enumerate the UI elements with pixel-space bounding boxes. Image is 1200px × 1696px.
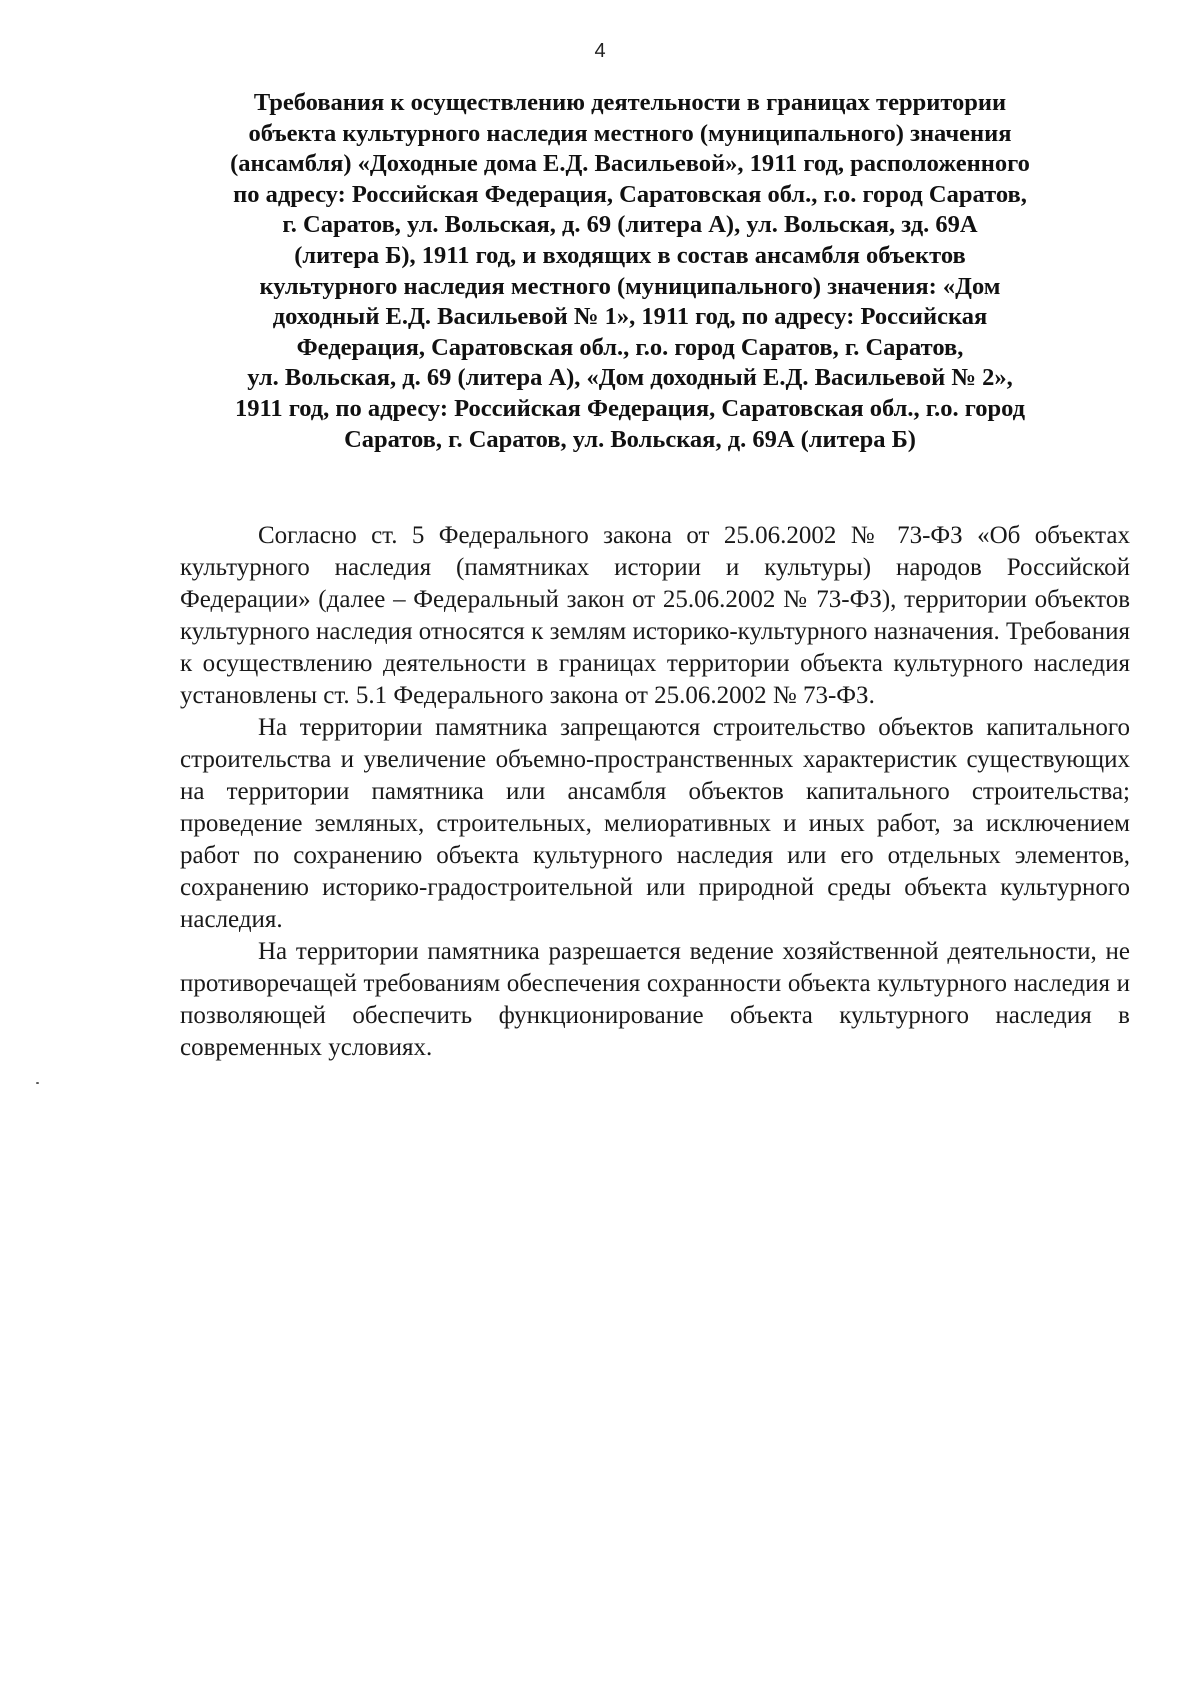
heading-line: ул. Вольская, д. 69 (литера А), «Дом доходный Е.Д. Васильевой № 2», xyxy=(247,364,1013,392)
page-number: 4 xyxy=(594,40,606,62)
heading-line: по адресу: Российская Федерация, Саратовская обл., г.о. город Саратов, xyxy=(233,180,1027,208)
heading-line: культурного наследия местного (муниципального) значения: «Дом xyxy=(259,272,1001,300)
heading-line: 1911 год, по адресу: Российская Федерация, Саратовская обл., г.о. город xyxy=(234,394,1026,422)
heading-line: (литера Б), 1911 год, и входящих в состав ансамбля объектов xyxy=(294,241,966,269)
body-paragraph: На территории памятника разрешается ведение хозяйственной деятельности, не противоречащей требованиям обеспечения сохранности объекта культурного наследия и позволяющей обеспечить функционирование объекта культурного наследия в современных условиях. xyxy=(180,938,1130,1061)
heading-line: доходный Е.Д. Васильевой № 1», 1911 год, по адресу: Российская xyxy=(272,303,988,331)
heading-line: г. Саратов, ул. Вольская, д. 69 (литера А), ул. Вольская, зд. 69А xyxy=(282,211,978,239)
heading-line: Требования к осуществлению деятельности в границах территории xyxy=(253,89,1007,116)
body-paragraph: Согласно ст. 5 Федерального закона от 25.06.2002 № 73-ФЗ «Об объектах культурного наследия (памятниках истории и культуры) народов Российской Федерации» (далее – Федеральный закон от 25.06.2002 № 73-ФЗ), территории объектов культурного наследия относятся к землям историко-культурного назначения. Требования к осуществлению деятельности в границах территории объекта культурного наследия установлены ст. 5.1 Федерального закона от 25.06.2002 № 73-ФЗ. xyxy=(180,522,1130,709)
document-body xyxy=(180,520,1130,1064)
document-heading xyxy=(190,88,1070,455)
heading-line: Федерация, Саратовская обл., г.о. город Саратов, г. Саратов, xyxy=(296,333,964,361)
scan-speck xyxy=(36,1082,39,1084)
heading-line: объекта культурного наследия местного (муниципального) значения xyxy=(248,119,1012,147)
body-paragraph: На территории памятника запрещаются строительство объектов капитального строительства и увеличение объемно-пространственных характеристик существующих на территории памятника или ансамбля объектов капитального строительства; проведение земляных, строительных, мелиоративных и иных работ, за исключением работ по сохранению объекта культурного наследия или его отдельных элементов, сохранению историко-градостроительной или природной среды объекта культурного наследия. xyxy=(180,714,1130,933)
heading-line: (ансамбля) «Доходные дома Е.Д. Васильевой», 1911 год, расположенного xyxy=(230,150,1030,178)
heading-line: Саратов, г. Саратов, ул. Вольская, д. 69А (литера Б) xyxy=(344,425,916,453)
